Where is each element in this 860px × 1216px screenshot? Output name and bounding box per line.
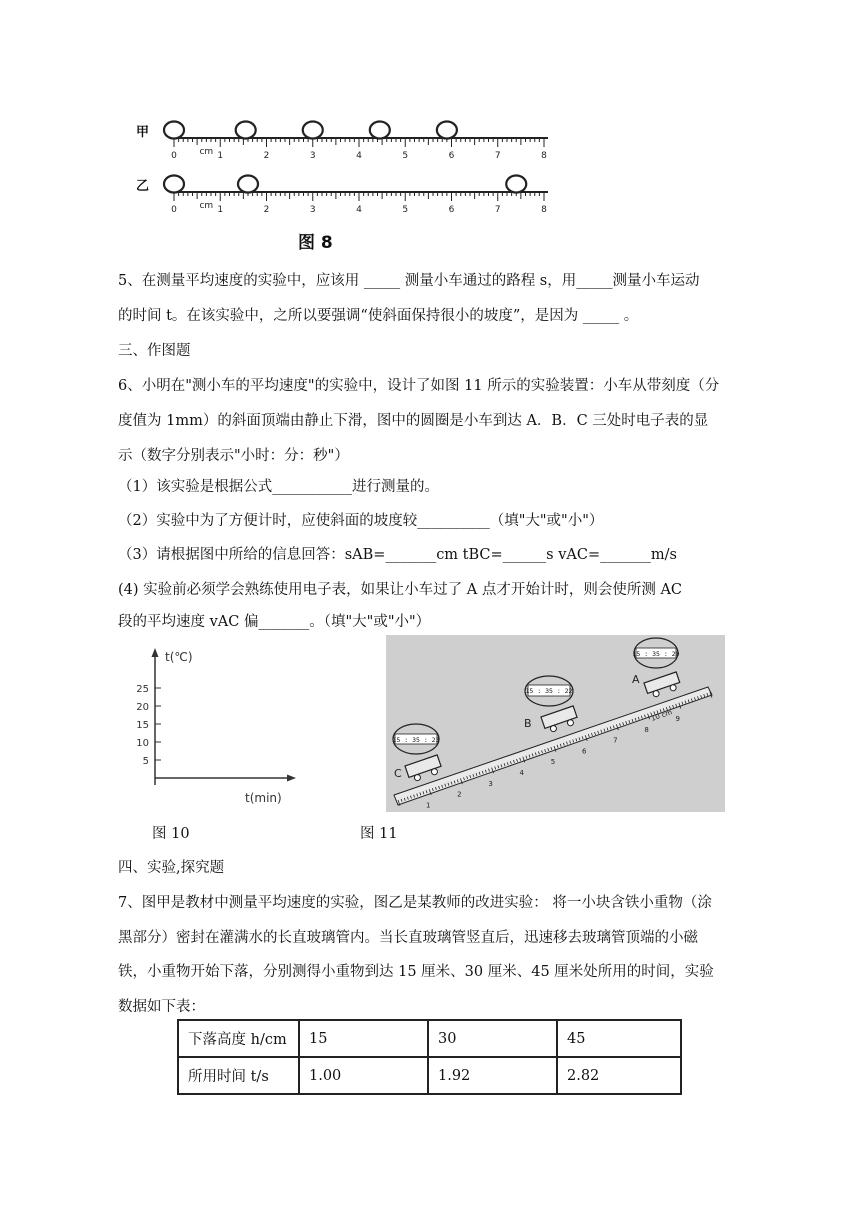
q6-sub4a: (4) 实验前必须学会熟练使用电子表，如果让小车过了 A 点才开始计时，则会使所测 AC — [118, 582, 683, 598]
ball-marker — [238, 176, 258, 193]
ruler-tick-label: 0 — [171, 151, 177, 161]
figure-10-caption: 图 10 — [152, 826, 190, 842]
y-tick-label: 5 — [142, 756, 149, 767]
ruler-tick-label: 8 — [541, 151, 547, 161]
ruler-tick-label: 4 — [356, 205, 362, 215]
row-label-yi: 乙 — [136, 179, 150, 194]
ruler-tick-label: 5 — [402, 205, 409, 215]
incline-tick-label: 2 — [457, 790, 462, 799]
cart-B — [541, 706, 579, 734]
ball-marker — [164, 122, 184, 139]
table-cell: 2.82 — [557, 1057, 681, 1094]
ruler-tick-label: 5 — [402, 151, 409, 161]
ruler-tick-label: 3 — [309, 151, 316, 161]
ruler-tick-label: 3 — [309, 205, 316, 215]
clock-C-text: 15 : 35 : 23 — [392, 736, 440, 744]
ruler-tick-label: 4 — [356, 151, 362, 161]
q6-sub1: （1）该实验是根据公式___________进行测量的。 — [118, 479, 439, 495]
incline-tick-label: 7 — [613, 736, 618, 745]
section-4-title: 四、实验,探究题 — [118, 860, 225, 876]
q6-line1: 6、小明在"测小车的平均速度"的实验中，设计了如图 11 所示的实验装置：小车从带刻度（分 — [118, 378, 720, 394]
y-tick-label: 25 — [136, 684, 149, 695]
ball-marker — [506, 176, 526, 193]
y-axis-label: t(℃) — [165, 650, 193, 664]
ruler-tick-label: 1 — [217, 205, 224, 215]
q6-sub4b: 段的平均速度 vAC 偏_______。（填"大"或"小"） — [118, 614, 431, 630]
y-tick-label: 20 — [136, 702, 149, 713]
data-table — [177, 1019, 682, 1095]
q6-sub2: （2）实验中为了方便计时，应使斜面的坡度较__________（填"大"或"小"） — [118, 513, 604, 529]
table-cell: 45 — [557, 1020, 681, 1057]
figure-10-graph — [125, 645, 310, 810]
ball-marker — [303, 122, 323, 139]
ruler-tick-label: 2 — [263, 151, 270, 161]
point-label-A: A — [632, 673, 640, 686]
table-cell: 所用时间 t/s — [178, 1057, 299, 1094]
ruler-tick-label: 1 — [217, 151, 224, 161]
q6-line3: 示（数字分别表示"小时：分：秒"） — [118, 448, 349, 464]
table-cell: 下落高度 h/cm — [178, 1020, 299, 1057]
x-axis-arrow — [287, 775, 296, 782]
ruler-tick-label: 8 — [541, 205, 547, 215]
row-label-jia: 甲 — [136, 125, 150, 140]
incline-tick-label: 1 — [425, 801, 431, 810]
q5-line1: 5、在测量平均速度的实验中，应该用 _____ 测量小车通过的路程 s，用_____测量小车运动 — [118, 273, 700, 289]
ruler-unit-label: 10 cm — [650, 708, 674, 723]
ball-marker — [236, 122, 256, 139]
figure-11-photo — [386, 635, 725, 812]
ball-marker — [164, 176, 184, 193]
ruler-tick-label: 7 — [494, 205, 501, 215]
clock-B-text: 15 : 35 : 22 — [525, 687, 573, 695]
table-cell: 1.92 — [428, 1057, 557, 1094]
figure-8 — [130, 112, 560, 252]
cart-C — [405, 755, 443, 783]
q7-line4: 数据如下表： — [118, 999, 205, 1015]
ruler-tick-label: 0 — [171, 205, 177, 215]
ruler-tick-label: 6 — [448, 205, 455, 215]
cart-A — [644, 672, 682, 699]
ruler-row-yi — [164, 176, 548, 216]
ruler-unit: cm — [199, 147, 214, 157]
incline-tick-label: 8 — [644, 725, 649, 734]
q7-line1: 7、图甲是教材中测量平均速度的实验，图乙是某教师的改进实验： 将一小块含铁小重物（涂 — [118, 895, 712, 911]
table-row — [178, 1020, 681, 1057]
figure-11-caption: 图 11 — [360, 826, 398, 842]
y-axis-arrow — [152, 648, 159, 657]
figure-8-caption: 图 8 — [298, 233, 333, 253]
ruler-tick-label: 2 — [263, 205, 270, 215]
section-3-title: 三、作图题 — [118, 343, 191, 359]
point-label-B: B — [524, 717, 532, 730]
q7-line3: 铁，小重物开始下落，分别测得小重物到达 15 厘米、30 厘米、45 厘米处所用的时间，实验 — [118, 964, 714, 980]
table-cell: 1.00 — [299, 1057, 428, 1094]
ruler-tick-label: 6 — [448, 151, 455, 161]
ball-marker — [437, 122, 457, 139]
q6-sub3: （3）请根据图中所给的信息回答：sAB=_______cm tBC=______s vAC=_______m/s — [118, 547, 677, 563]
x-axis-label: t(min) — [245, 791, 282, 805]
incline-ruler — [394, 687, 712, 805]
ruler-tick-label: 7 — [494, 151, 501, 161]
q5-line2: 的时间 t。在该实验中，之所以要强调“使斜面保持很小的坡度”，是因为 _____ 。 — [118, 308, 639, 324]
q6-line2: 度值为 1mm）的斜面顶端由静止下滑，图中的圆圈是小车到达 A．B．C 三处时电子表的显 — [118, 413, 709, 429]
incline-tick-label: 4 — [519, 768, 525, 777]
table-cell: 15 — [299, 1020, 428, 1057]
ruler-unit: cm — [199, 201, 214, 211]
y-tick-label: 15 — [136, 720, 149, 731]
incline-tick-label: 3 — [488, 779, 493, 788]
table-cell: 30 — [428, 1020, 557, 1057]
clock-A-text: 15 : 35 : 20 — [632, 650, 680, 658]
ruler-jia — [130, 112, 560, 222]
ball-marker — [370, 122, 390, 139]
incline-tick-label: 9 — [675, 714, 681, 723]
table-row — [178, 1057, 681, 1094]
y-tick-label: 10 — [136, 738, 149, 749]
incline-tick-label: 5 — [550, 758, 556, 767]
q7-line2: 黑部分）密封在灌满水的长直玻璃管内。当长直玻璃管竖直后，迅速移去玻璃管顶端的小磁 — [118, 930, 698, 946]
incline-tick-label: 6 — [581, 747, 587, 756]
ruler-row-jia — [164, 122, 548, 162]
point-label-C: C — [394, 767, 402, 780]
